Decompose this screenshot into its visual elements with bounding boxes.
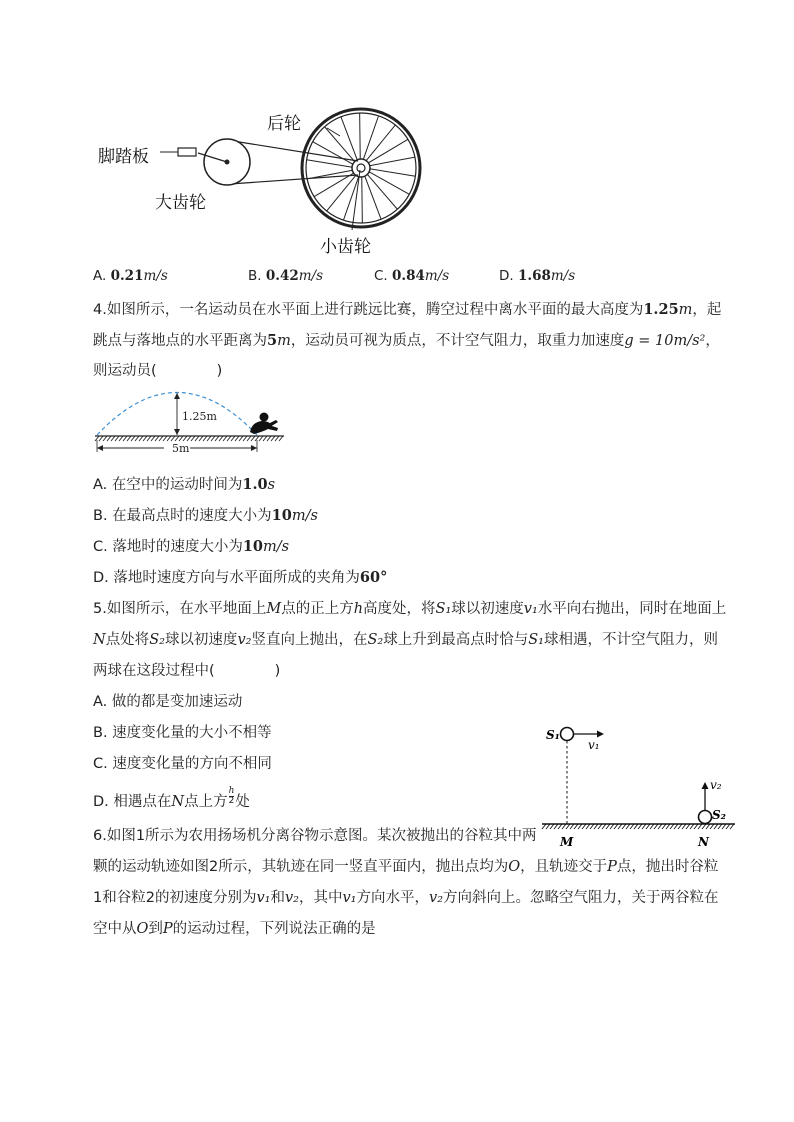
ground-hatch <box>215 436 219 441</box>
ground-hatch <box>115 436 119 441</box>
pedal <box>178 148 196 156</box>
wheel-spoke <box>341 117 359 165</box>
ground-hatch <box>207 436 211 441</box>
ground-hatch <box>195 436 199 441</box>
wheel-spoke <box>362 172 363 223</box>
ground-hatch <box>259 436 263 441</box>
ground-hatch <box>263 436 267 441</box>
q6-stem-line2: 颗的运动轨迹如图2所示，其轨迹在同一竖直平面内，抛出点均为O，且轨迹交于P点，抛出时谷粒 <box>93 859 719 875</box>
q6-stem-line3: 1和谷粒2的初速度分别为v₁和v₂，其中v₁方向水平，v₂方向斜向上。忽略空气阻力，关于两谷粒在 <box>93 890 719 906</box>
q4-stem-line2: 跳点与落地点的水平距离为5m，运动员可视为质点，不计空气阻力，取重力加速度g = 10m/s²， <box>93 332 720 349</box>
m-label: M <box>560 835 574 849</box>
v1-label: v₁ <box>588 738 600 752</box>
ground-hatch <box>155 436 159 441</box>
ground-hatch <box>271 436 275 441</box>
wheel-spoke <box>360 113 361 164</box>
ground-hatch <box>247 436 251 441</box>
ground-hatch <box>135 436 139 441</box>
q5-stem-line3: 两球在这段过程中( ) <box>93 663 281 679</box>
q4-option-a[interactable]: A. 在空中的运动时间为1.0s <box>93 476 276 493</box>
long-jump-figure <box>92 390 292 458</box>
ground-hatch <box>203 436 207 441</box>
width-label: 5m <box>172 442 190 455</box>
pedal-label: 脚踏板 <box>98 147 149 167</box>
q5-stem-line2: N点处将S₂球以初速度v₂竖直向上抛出，在S₂球上升到最高点时恰与S₁球相遇，不计空气阻力，则 <box>93 632 718 648</box>
wheel-spoke <box>364 171 397 210</box>
wheel-spoke <box>362 116 379 164</box>
q3-option-a[interactable]: A. 0.21m/s <box>93 268 168 284</box>
s2-label: S₂ <box>712 808 726 822</box>
q5-option-d[interactable]: D. 相遇点在N点上方 $\frac{h}{2}$ 处 <box>93 785 250 810</box>
wheel-spoke <box>365 169 410 194</box>
ground-hatch <box>239 436 243 441</box>
q3-option-d[interactable]: D. 1.68m/s <box>499 268 576 284</box>
wheel-spoke <box>307 160 357 168</box>
ground-hatch <box>143 436 147 441</box>
ground-hatch <box>167 436 171 441</box>
ball-s1 <box>561 728 574 741</box>
projectile-meeting-figure <box>540 716 740 851</box>
wheel-spoke <box>364 139 408 165</box>
ground-hatch <box>211 436 215 441</box>
chain-bottom <box>230 175 358 184</box>
wheel-spoke <box>363 125 395 165</box>
ground-hatch <box>107 436 111 441</box>
q3-option-c[interactable]: C. 0.84m/s <box>374 268 450 284</box>
ground-hatch <box>267 436 271 441</box>
ground-hatch <box>119 436 123 441</box>
ground-hatch <box>243 436 247 441</box>
q4-option-c[interactable]: C. 落地时的速度大小为10m/s <box>93 538 290 555</box>
rear-wheel <box>302 109 420 227</box>
ground-hatch <box>251 436 255 441</box>
ground-hatch <box>171 436 175 441</box>
n-label: N <box>698 835 709 849</box>
wheel-spoke <box>365 168 415 176</box>
athlete-silhouette <box>250 413 278 435</box>
ground-hatch <box>159 436 163 441</box>
ground-hatch <box>279 436 283 441</box>
ground-hatch <box>111 436 115 441</box>
ground-hatch <box>175 436 179 441</box>
height-label: 1.25m <box>182 410 217 423</box>
wheel-spoke <box>365 157 415 167</box>
wheel-spoke <box>313 142 358 167</box>
ball-s2 <box>699 811 712 824</box>
q6-stem-line1: 6.如图1所示为农用扬场机分离谷物示意图。某次被抛出的谷粒其中两 <box>93 828 537 844</box>
ground-hatch <box>235 436 239 441</box>
s1-label: S₁ <box>546 728 560 742</box>
ground-hatch <box>219 436 223 441</box>
ground-hatch <box>187 436 191 441</box>
q6-stem-line4: 空中从O到P的运动过程，下列说法正确的是 <box>93 921 376 937</box>
v2-label: v₂ <box>710 778 722 792</box>
q4-option-b[interactable]: B. 在最高点时的速度大小为10m/s <box>93 507 318 524</box>
ground-hatch <box>275 436 279 441</box>
ground-hatch <box>139 436 143 441</box>
wheel-spoke <box>363 171 381 219</box>
ground-hatch <box>103 436 107 441</box>
big-gear-label: 大齿轮 <box>155 193 206 213</box>
ground-hatch <box>151 436 155 441</box>
fraction-h-over-2: $\frac{h}{2}$ <box>228 785 235 806</box>
q5-option-c[interactable]: C. 速度变化量的方向不相同 <box>93 756 272 772</box>
ground-hatch <box>223 436 227 441</box>
q4-option-d[interactable]: D. 落地时速度方向与水平面所成的夹角为60° <box>93 569 388 586</box>
ground-hatch <box>183 436 187 441</box>
ground-hatch <box>179 436 183 441</box>
ground-hatch <box>99 436 103 441</box>
ground-hatch <box>131 436 135 441</box>
q5-stem-line1: 5.如图所示，在水平地面上M点的正上方h高度处，将S₁球以初速度v₁水平向右抛出，同时在地面上 <box>93 601 727 617</box>
ground-hatch <box>199 436 203 441</box>
ground-hatch <box>147 436 151 441</box>
ground-hatch <box>123 436 127 441</box>
q4-stem-line3: 则运动员( ) <box>93 363 223 379</box>
rear-wheel-label: 后轮 <box>267 114 301 134</box>
ground-hatch <box>127 436 131 441</box>
ground-hatch <box>231 436 235 441</box>
ground-hatch <box>163 436 167 441</box>
small-gear-label: 小齿轮 <box>320 237 371 257</box>
wheel-spoke <box>343 172 360 220</box>
wheel-spoke <box>314 171 358 197</box>
q3-option-b[interactable]: B. 0.42m/s <box>248 268 324 284</box>
q5-option-b[interactable]: B. 速度变化量的大小不相等 <box>93 725 272 741</box>
ground-hatch <box>227 436 231 441</box>
q5-option-a[interactable]: A. 做的都是变加速运动 <box>93 694 243 710</box>
q4-stem-line1: 4.如图所示，一名运动员在水平面上进行跳远比赛，腾空过程中离水平面的最大高度为1.25m，起 <box>93 301 722 318</box>
ground-hatch <box>191 436 195 441</box>
